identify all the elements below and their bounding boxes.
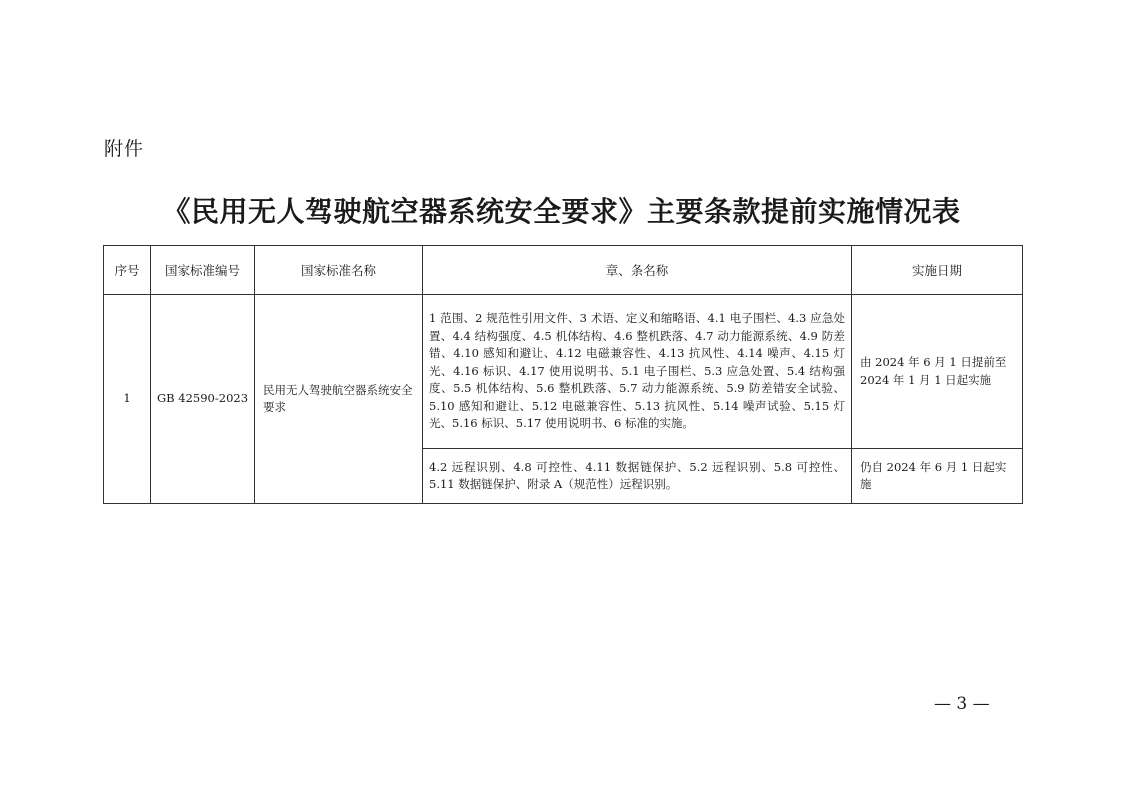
header-implementation-date: 实施日期 — [852, 246, 1023, 295]
page-number: — 3 — — [934, 694, 990, 714]
cell-clauses-advanced: 1 范围、2 规范性引用文件、3 术语、定义和缩略语、4.1 电子围栏、4.3 应急处置、4.4 结构强度、4.5 机体结构、4.6 整机跌落、4.7 动力能源系统、4.9 防差错、4.10 感知和避让、4.12 电磁兼容性、4.13 抗风性、4.14 噪声、4.15 灯光、4.16 标识、4.17 使用说明书、5.1 电子围栏、5.3 应急处置、5.4 结构强度、5.5 机体结构、5.6 整机跌落、5.7 动力能源系统、5.9 防差错安全试验、5.10 感知和避让、5.12 电磁兼容性、5.13 抗风性、5.14 噪声试验、5.15 灯光、5.16 标识、5.17 使用说明书、6 标准的实施。 — [423, 295, 852, 449]
header-standard-name: 国家标准名称 — [255, 246, 423, 295]
cell-date-advanced: 由 2024 年 6 月 1 日提前至 2024 年 1 月 1 日起实施 — [852, 295, 1023, 449]
cell-date-unchanged: 仍自 2024 年 6 月 1 日起实施 — [852, 449, 1023, 504]
table-header-row — [104, 246, 1023, 295]
cell-standard-name: 民用无人驾驶航空器系统安全要求 — [255, 295, 423, 504]
implementation-table — [103, 245, 1023, 504]
attachment-label: 附件 — [104, 138, 145, 160]
cell-seq: 1 — [104, 295, 151, 504]
cell-clauses-unchanged: 4.2 远程识别、4.8 可控性、4.11 数据链保护、5.2 远程识别、5.8 可控性、5.11 数据链保护、附录 A（规范性）远程识别。 — [423, 449, 852, 504]
header-seq: 序号 — [104, 246, 151, 295]
cell-standard-number: GB 42590-2023 — [151, 295, 255, 504]
document-title: 《民用无人驾驶航空器系统安全要求》主要条款提前实施情况表 — [162, 195, 961, 228]
table-row — [104, 295, 1023, 449]
header-clauses: 章、条名称 — [423, 246, 852, 295]
header-standard-number: 国家标准编号 — [151, 246, 255, 295]
